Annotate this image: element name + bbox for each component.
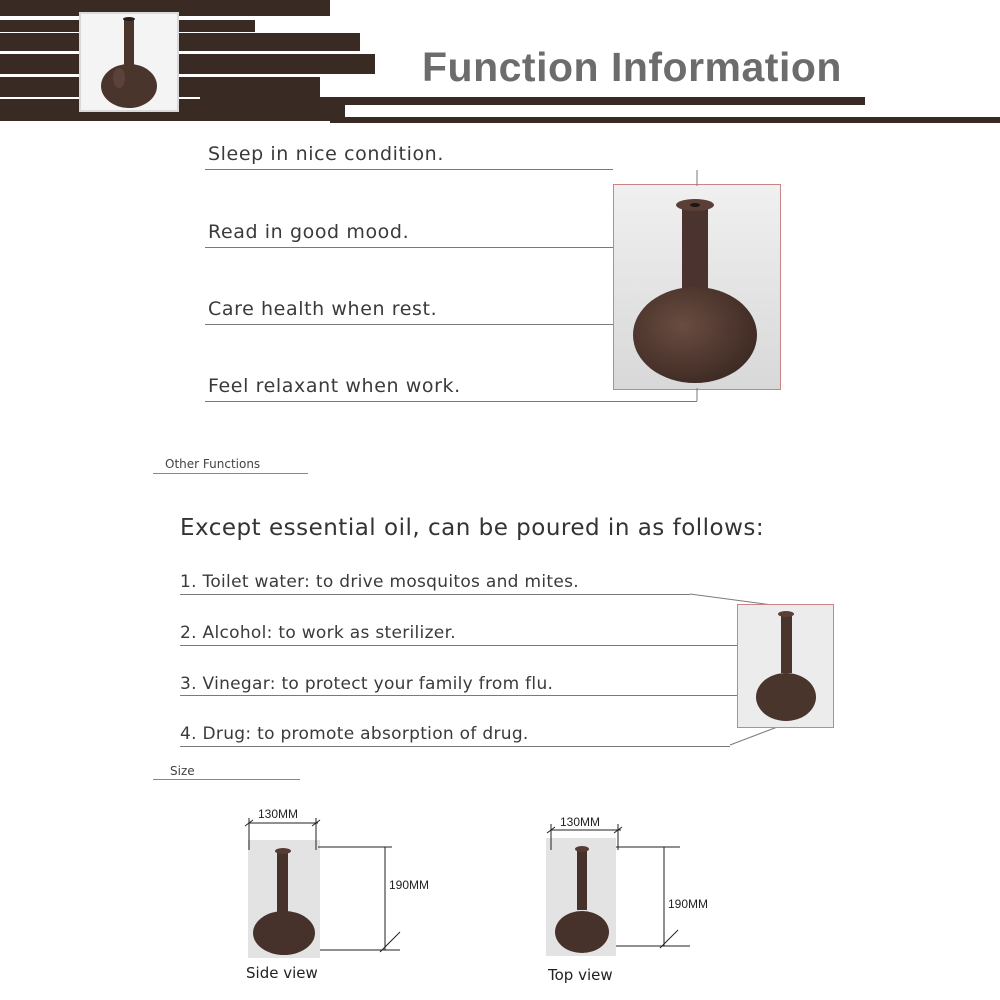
top-view-caption: Top view xyxy=(548,966,613,984)
list-item: 1. Toilet water: to drive mosquitos and mites. xyxy=(180,572,579,592)
list-item: 4. Drug: to promote absorption of drug. xyxy=(180,724,529,744)
section-label-other-functions: Other Functions xyxy=(165,457,261,471)
side-view-caption: Side view xyxy=(246,964,318,982)
page-title: Function Information xyxy=(422,44,842,90)
top-height-label: 190MM xyxy=(668,897,709,911)
section-label-size: Size xyxy=(170,764,195,778)
side-height-label: 190MM xyxy=(389,878,430,892)
function-item: Care health when rest. xyxy=(208,298,438,320)
function-item: Read in good mood. xyxy=(208,221,410,243)
function-item: Sleep in nice condition. xyxy=(208,143,444,165)
list-item: 2. Alcohol: to work as sterilizer. xyxy=(180,623,456,643)
function-item: Feel relaxant when work. xyxy=(208,375,461,397)
side-width-label: 130MM xyxy=(258,807,299,821)
list-item: 3. Vinegar: to protect your family from flu. xyxy=(180,674,554,694)
top-width-label: 130MM xyxy=(560,815,601,829)
other-functions-intro: Except essential oil, can be poured in as follows: xyxy=(180,515,765,541)
